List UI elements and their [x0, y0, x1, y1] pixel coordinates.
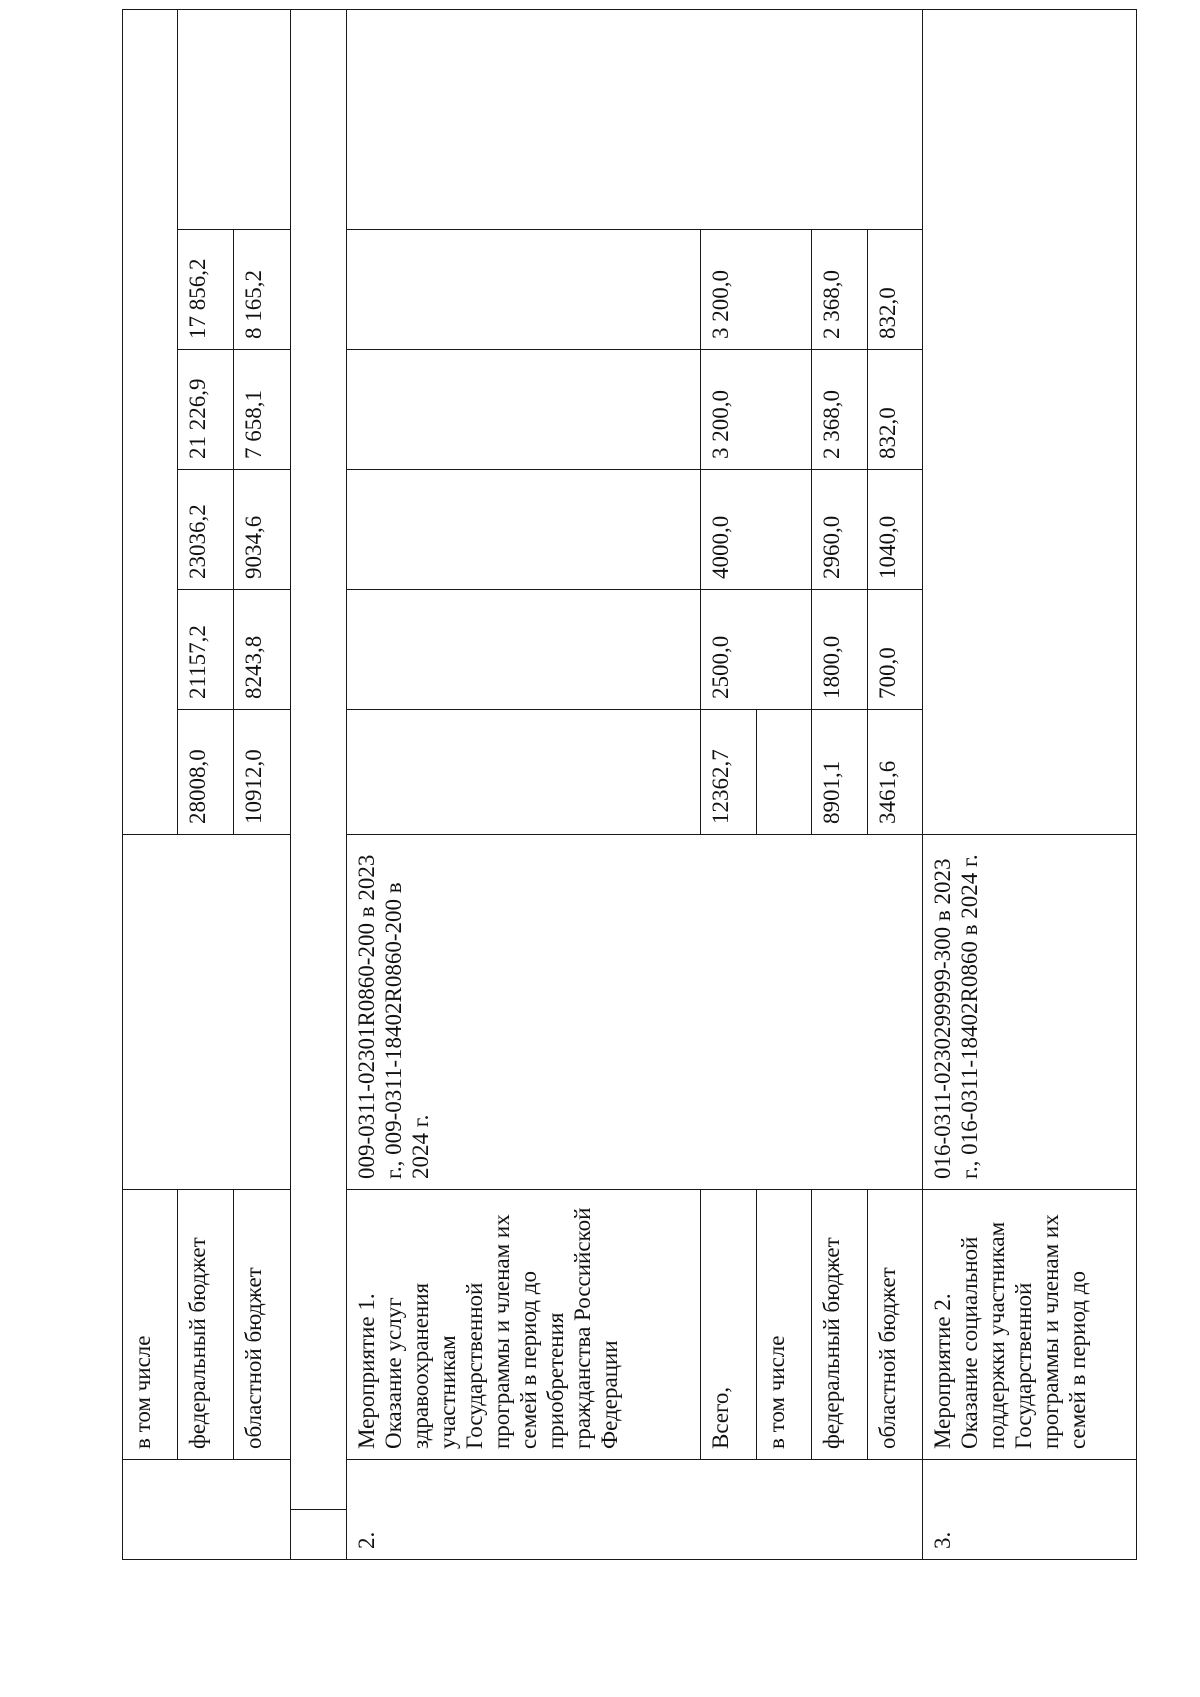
empty-value-cell: [346, 350, 701, 470]
empty-value-cell: [346, 590, 701, 710]
row-label: федеральный бюджет: [812, 1190, 867, 1460]
rotated-budget-table-wrapper: [122, 10, 1137, 1560]
row-index: 3.: [923, 1460, 1137, 1560]
budget-table: [122, 9, 1137, 1560]
empty-value-cell: [346, 470, 701, 590]
empty-value-cell: [756, 710, 811, 835]
value-cell: 1800,0: [812, 590, 867, 710]
measure-title: Мероприятие 2. Оказание социальной поддержки участникам Государственной программы и членам их семей в период до: [923, 1190, 1137, 1460]
empty-values-cell: [123, 10, 178, 835]
value-cell: 9034,6: [233, 470, 291, 590]
table-row-measure-2: [923, 10, 1137, 1560]
value-cell: 28008,0: [178, 710, 233, 835]
value-cell: 4000,0: [701, 470, 812, 590]
separator-cell: [291, 10, 346, 1510]
row-label: федеральный бюджет: [178, 1190, 233, 1460]
budget-code: 016-0311-0230299999-300 в 2023 г., 016-0311-18402R0860 в 2024 г.: [923, 835, 1137, 1190]
empty-values-cell: [923, 10, 1137, 835]
table-row-regional: [233, 10, 291, 1560]
value-cell: 2960,0: [812, 470, 867, 590]
table-row-measure-1-total: [701, 10, 756, 1560]
value-cell: 8901,1: [812, 710, 867, 835]
empty-tail-cell: [178, 10, 291, 230]
value-cell: 3 200,0: [701, 350, 812, 470]
row-label: областной бюджет: [867, 1190, 922, 1460]
value-cell: 1040,0: [867, 470, 922, 590]
value-cell: 2 368,0: [812, 230, 867, 350]
value-cell: 10912,0: [233, 710, 291, 835]
value-cell: 21 226,9: [178, 350, 233, 470]
value-cell: 3 200,0: [701, 230, 812, 350]
value-cell: 832,0: [867, 350, 922, 470]
budget-code: 009-0311-02301R0860-200 в 2023 г., 009-0311-18402R0860-200 в 2024 г.: [346, 835, 922, 1190]
empty-tail-cell: [346, 10, 922, 230]
value-cell: 8243,8: [233, 590, 291, 710]
table-row-federal: [178, 10, 233, 1560]
table-row-measure-1-federal: [812, 10, 867, 1560]
separator-cell: [291, 1510, 346, 1560]
table-row-measure-1-regional: [867, 10, 922, 1560]
value-cell: 3461,6: [867, 710, 922, 835]
empty-index-cell: [123, 1460, 291, 1560]
row-label: в том числе: [123, 1190, 178, 1460]
row-index: 2.: [346, 1460, 922, 1560]
table-row-incl: [123, 10, 178, 1560]
value-cell: 17 856,2: [178, 230, 233, 350]
value-cell: 700,0: [867, 590, 922, 710]
value-cell: 2 368,0: [812, 350, 867, 470]
value-cell: 21157,2: [178, 590, 233, 710]
empty-code-cell: [123, 835, 291, 1190]
value-cell: 12362,7: [701, 710, 756, 835]
empty-value-cell: [346, 710, 701, 835]
row-label: в том числе: [756, 1190, 811, 1460]
row-label: областной бюджет: [233, 1190, 291, 1460]
table-row-measure-1: [346, 10, 701, 1560]
value-cell: 2500,0: [701, 590, 812, 710]
value-cell: 7 658,1: [233, 350, 291, 470]
value-cell: 23036,2: [178, 470, 233, 590]
value-cell: 8 165,2: [233, 230, 291, 350]
row-label: Всего,: [701, 1190, 756, 1460]
measure-title: Мероприятие 1. Оказание услуг здравоохранения участникам Государственной программы и членам их семей в период до приобретения гражданства Российской Федерации: [346, 1190, 701, 1460]
value-cell: 832,0: [867, 230, 922, 350]
empty-value-cell: [346, 230, 701, 350]
table-separator-row: [291, 10, 346, 1560]
